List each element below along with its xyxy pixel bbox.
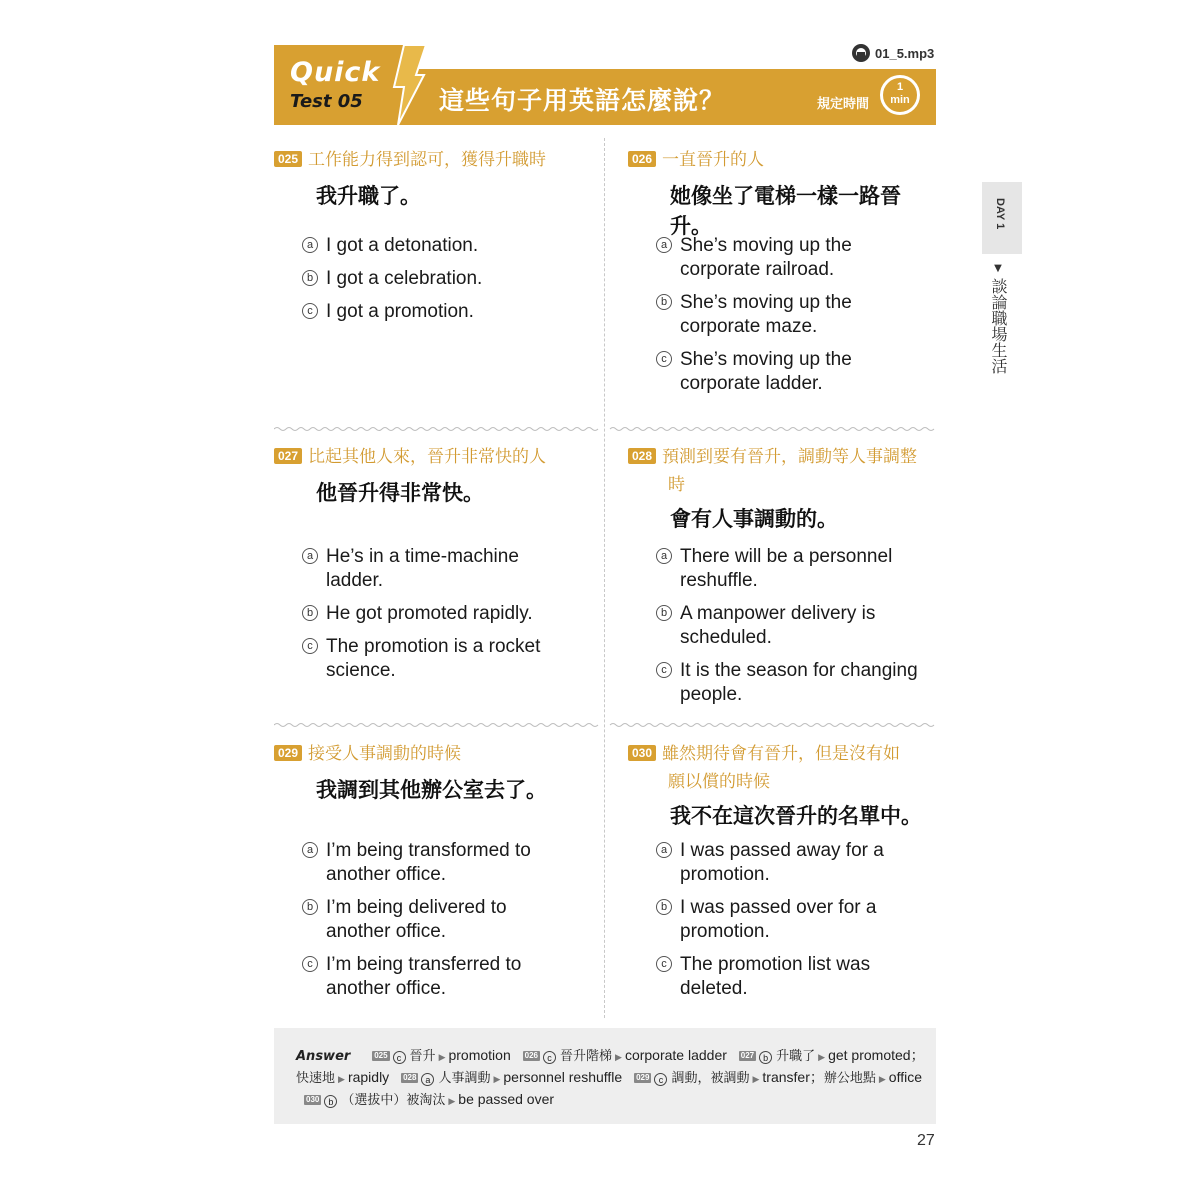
option-a[interactable]: a I was passed away for a promotion. [656,839,884,887]
day-tab[interactable] [982,182,1022,254]
question-hint: 接受人事調動的時候 [308,744,462,764]
question-hint: 一直晉升的人 [662,150,765,170]
audio-file-name: 01_5.mp3 [875,45,935,61]
column-divider [604,138,605,1018]
question-number: 027 [274,448,302,464]
triangle-down-icon: ▼ [994,263,1002,274]
question-hint: 雖然期待會有晉升，但是沒有如 [662,744,901,764]
question-029 [274,740,594,1010]
question-hint: 工作能力得到認可，獲得升職時 [308,150,547,170]
question-026 [628,146,938,416]
option-marker: b [656,605,672,621]
option-marker: c [656,956,672,972]
option-marker: b [302,899,318,915]
arrow-right-icon: ▶ [752,1074,760,1084]
option-b[interactable]: b I’m being delivered to another office. [302,896,507,944]
option-marker: a [656,548,672,564]
option-a[interactable]: a She’s moving up the corporate railroad. [656,234,852,282]
option-marker: a [656,842,672,858]
question-sentence: 我調到其他辦公室去了。 [316,778,547,802]
timer-unit: min [890,94,910,106]
row-divider [274,722,936,728]
option-marker: a [656,237,672,253]
timer-icon [880,75,920,115]
option-a[interactable]: a He’s in a time-machine ladder. [302,545,519,593]
answer-box [274,1028,936,1124]
test-number: Test 05 [290,91,363,112]
option-a[interactable]: a I’m being transformed to another office. [302,839,531,887]
option-marker: b [656,899,672,915]
option-marker: b [302,605,318,621]
question-hint-continued: 時 [668,475,685,495]
arrow-right-icon: ▶ [878,1074,886,1084]
option-marker: c [302,956,318,972]
quick-test-banner [274,45,936,125]
arrow-right-icon: ▶ [338,1074,345,1084]
option-marker: b [302,270,318,286]
option-a[interactable]: a There will be a personnel reshuffle. [656,545,892,593]
option-b[interactable]: b I got a celebration. [302,267,482,291]
option-b[interactable]: b He got promoted rapidly. [302,602,533,626]
question-number: 026 [628,151,656,167]
arrow-right-icon: ▶ [493,1074,501,1084]
arrow-right-icon: ▶ [615,1052,622,1062]
chapter-topic: 談論職場生活 [989,278,1008,374]
question-number: 029 [274,745,302,761]
option-marker: c [302,303,318,319]
question-hint-continued: 願以償的時候 [668,772,770,792]
row-divider [274,426,936,432]
option-marker: a [302,237,318,253]
arrow-right-icon: ▶ [818,1052,826,1062]
question-hint: 預測到要有晉升，調動等人事調整 [662,447,918,467]
option-c[interactable]: c She’s moving up the corporate ladder. [656,348,852,396]
option-marker: a [302,842,318,858]
option-c[interactable]: c I’m being transferred to another office. [302,953,521,1001]
answer-label: Answer [296,1049,351,1064]
option-b[interactable]: b I was passed over for a promotion. [656,896,876,944]
option-marker: a [302,548,318,564]
arrow-right-icon: ▶ [438,1052,446,1062]
time-limit-label: 規定時間 [817,97,870,112]
timer-value: 1 [896,81,904,93]
quick-title: Quick [290,57,381,88]
question-number: 028 [628,448,656,464]
option-a[interactable]: a I got a detonation. [302,234,478,258]
option-b[interactable]: b A manpower delivery is scheduled. [656,602,875,650]
answer-text: Answer 025 c 晉升 ▶ promotion 026 c 晉升階梯 ▶ corporate ladder 027 b 升職了 ▶ get promoted；快速地 ▶ rapidly 028 a 人事調動 ▶ personnel reshuffle 029 c 調動，被調動 ▶ transfer；辦公地點 ▶ office 030 b （選拔中）被淘汰 ▶ be passed over [296,1047,925,1108]
option-c[interactable]: c The promotion is a rocket science. [302,635,540,683]
chapter-label [987,262,1009,377]
question-027 [274,443,594,713]
question-sentence: 她像坐了電梯一樣一路晉升。 [670,184,901,238]
option-c[interactable]: c It is the season for changing people. [656,659,918,707]
question-number: 030 [628,745,656,761]
question-number: 025 [274,151,302,167]
page-number: 27 [917,1132,935,1149]
option-marker: c [656,351,672,367]
question-sentence: 會有人事調動的。 [670,507,838,531]
page-title: 這些句子用英語怎麼說？ [439,86,726,115]
option-b[interactable]: b She’s moving up the corporate maze. [656,291,852,339]
question-sentence: 我升職了。 [316,184,421,208]
question-028 [628,443,938,718]
question-hint: 比起其他人來，晉升非常快的人 [308,447,547,467]
option-c[interactable]: c I got a promotion. [302,300,474,324]
lightning-bolt-icon [386,45,426,125]
option-c[interactable]: c The promotion list was deleted. [656,953,870,1001]
question-030 [628,740,938,1010]
option-marker: c [302,638,318,654]
option-marker: b [656,294,672,310]
question-025 [274,146,594,416]
question-sentence: 他晉升得非常快。 [316,481,484,505]
option-marker: c [656,662,672,678]
question-sentence: 我不在這次晉升的名單中。 [670,804,922,828]
arrow-right-icon: ▶ [448,1096,456,1106]
day-label: DAY 1 [994,198,1006,230]
